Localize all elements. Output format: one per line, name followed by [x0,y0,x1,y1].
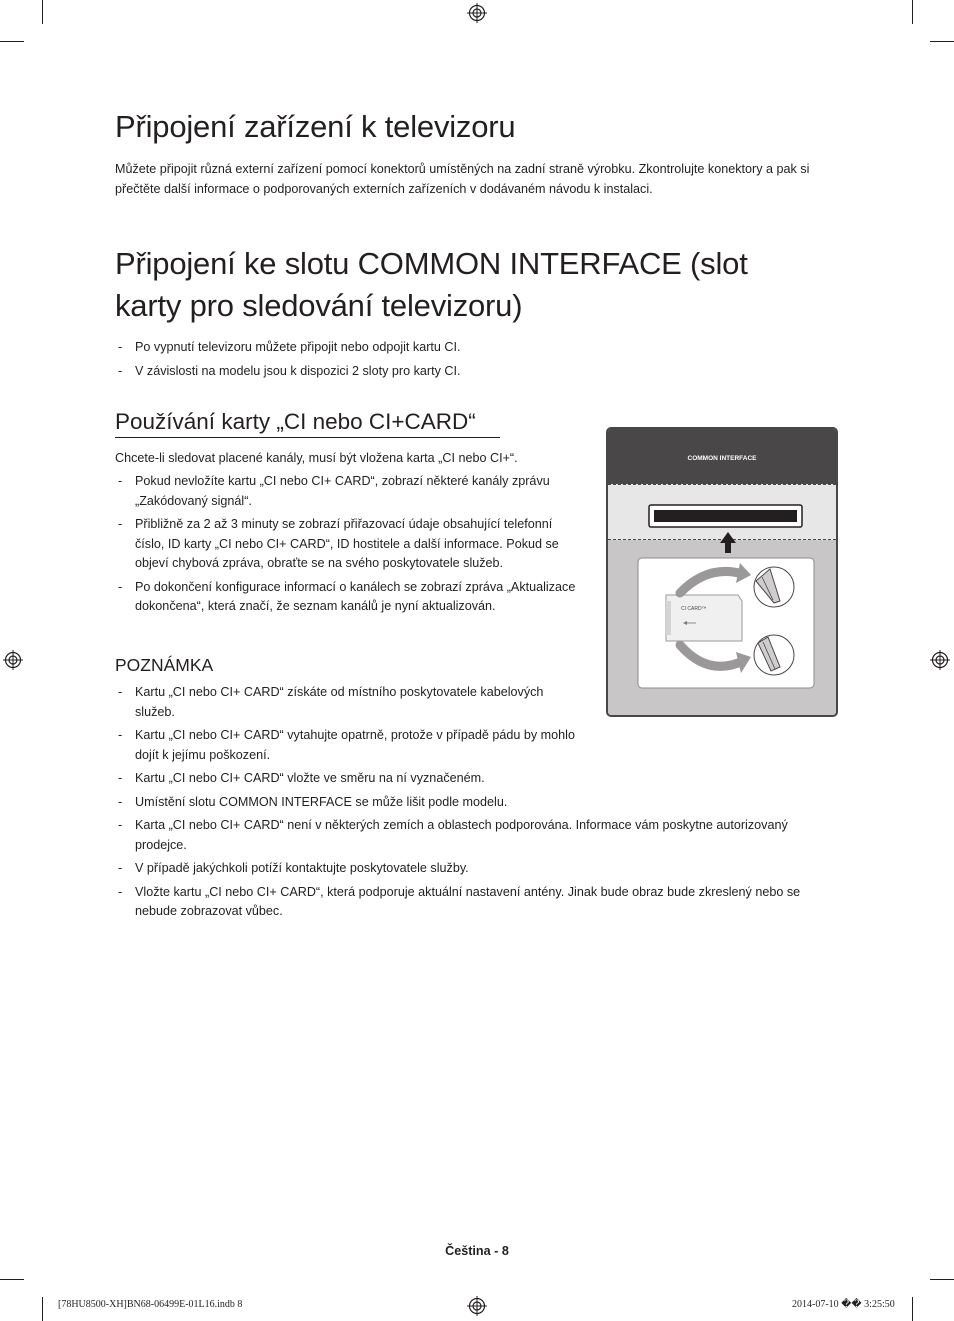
list-item [115,793,835,813]
note-title: POZNÁMKA [115,655,214,675]
bullet-dash: - [118,728,123,742]
crop-mark-bottom-left-horizontal [0,1279,24,1280]
subsection-bullet-list [115,472,580,621]
registration-mark-bottom-icon [467,1296,487,1316]
list-item-text: Přibližně za 2 až 3 minuty se zobrazí přiřazovací údaje obsahující telefonní číslo, ID karty „CI nebo CI+ CARD“, ID hostitele a další informace. Pokud se objeví chybová zpráva, obraťte se na svého poskytovatele služeb. [135,517,559,570]
list-item-text: V případě jakýchkoli potíží kontaktujte poskytovatele služby. [135,861,469,875]
list-item-text: Vložte kartu „CI nebo CI+ CARD“, která podporuje aktuální nastavení antény. Jinak bude obraz bude zkreslený nebo se nebude zobrazovat vůbec. [135,884,801,918]
subsection-title: Používání karty „CI nebo CI+CARD“ [115,409,476,434]
bullet-dash: - [118,861,123,875]
bullet-dash: - [118,685,123,699]
list-item [115,515,580,574]
card-orientation-correct-icon [754,567,794,607]
print-slug-file: [78HU8500-XH]BN68-06499E-01L16.indb 8 [58,1299,243,1310]
card-orientation-side-icon [754,635,794,675]
list-item [115,578,580,617]
crop-mark-bottom-left-vertical [42,1297,43,1321]
crop-mark-top-right-vertical [912,0,913,24]
list-item [115,883,835,922]
ci-slot-diagram [606,427,838,717]
bullet-dash: - [118,884,123,899]
crop-mark-bottom-right-horizontal [930,1279,954,1280]
ci-card-label: CI CARD™ [681,606,707,612]
bullet-dash: - [118,340,123,354]
page-title: Připojení zařízení k televizoru [115,109,516,144]
subsection-title-underline [115,437,500,438]
list-item [115,362,835,382]
section-bullet-list [115,338,835,385]
list-item [115,338,835,358]
bullet-dash: - [118,363,123,378]
list-item-text: Kartu „CI nebo CI+ CARD“ získáte od místního poskytovatele kabelových služeb. [135,685,544,719]
crop-mark-top-left-horizontal [0,41,24,42]
list-item [115,769,835,789]
ci-card-graphic [666,595,742,641]
bullet-dash: - [118,474,123,488]
intro-paragraph: Můžete připojit různá externí zařízení pomocí konektorů umístěných na zadní straně výrobku. Zkontrolujte konektory a pak si přečtěte další informace o podporovaných externích zařízeních v dodávaném návodu k instalaci. [115,162,810,196]
list-item-text: V závislosti na modelu jsou k dispozici 2 sloty pro karty CI. [135,363,461,378]
list-item [115,683,575,722]
crop-mark-bottom-right-vertical [912,1297,913,1321]
crop-mark-top-right-horizontal [930,41,954,42]
bullet-dash: - [118,794,123,809]
list-item [115,472,580,511]
list-item-text: Karta „CI nebo CI+ CARD“ není v některých zemích a oblastech podporována. Informace vám poskytne autorizovaný prodejce. [135,818,788,852]
list-item-text: Kartu „CI nebo CI+ CARD“ vložte ve směru na ní vyznačeném. [135,771,485,785]
bullet-dash: - [118,579,123,594]
registration-mark-top-icon [467,3,487,23]
page-number: Čeština - 8 [445,1244,509,1258]
list-item-text: Pokud nevložíte kartu „CI nebo CI+ CARD“, zobrazí některé kanály zprávu „Zakódovaný signál“. [135,474,550,508]
list-item-text: Umístění slotu COMMON INTERFACE se může lišit podle modelu. [135,794,508,809]
diagram-header-label: COMMON INTERFACE [687,455,757,462]
subsection-intro: Chcete-li sledovat placené kanály, musí být vložena karta „CI nebo CI+“. [115,451,518,465]
bullet-dash: - [118,818,123,832]
list-item [115,859,835,879]
list-item-text: Po dokončení konfigurace informací o kanálech se zobrazí zpráva „Aktualizace dokončena“, která značí, že seznam kanálů je nyní aktualizován. [135,579,576,613]
bullet-dash: - [118,771,123,785]
list-item-text: Po vypnutí televizoru můžete připojit nebo odpojit kartu CI. [135,340,461,354]
ci-slot-illustration [608,429,836,715]
registration-mark-right-icon [930,650,950,670]
list-item [115,726,575,765]
section-title: Připojení ke slotu COMMON INTERFACE (slot karty pro sledování televizoru) [115,246,748,323]
list-item [115,816,835,855]
note-bullet-list [115,683,835,926]
list-item-text: Kartu „CI nebo CI+ CARD“ vytahujte opatrně, protože v případě pádu by mohlo dojít k jejímu poškození. [135,728,575,762]
registration-mark-left-icon [3,650,23,670]
crop-mark-top-left-vertical [42,0,43,24]
print-slug-timestamp: 2014-07-10 �� 3:25:50 [792,1299,895,1310]
bullet-dash: - [118,517,123,531]
